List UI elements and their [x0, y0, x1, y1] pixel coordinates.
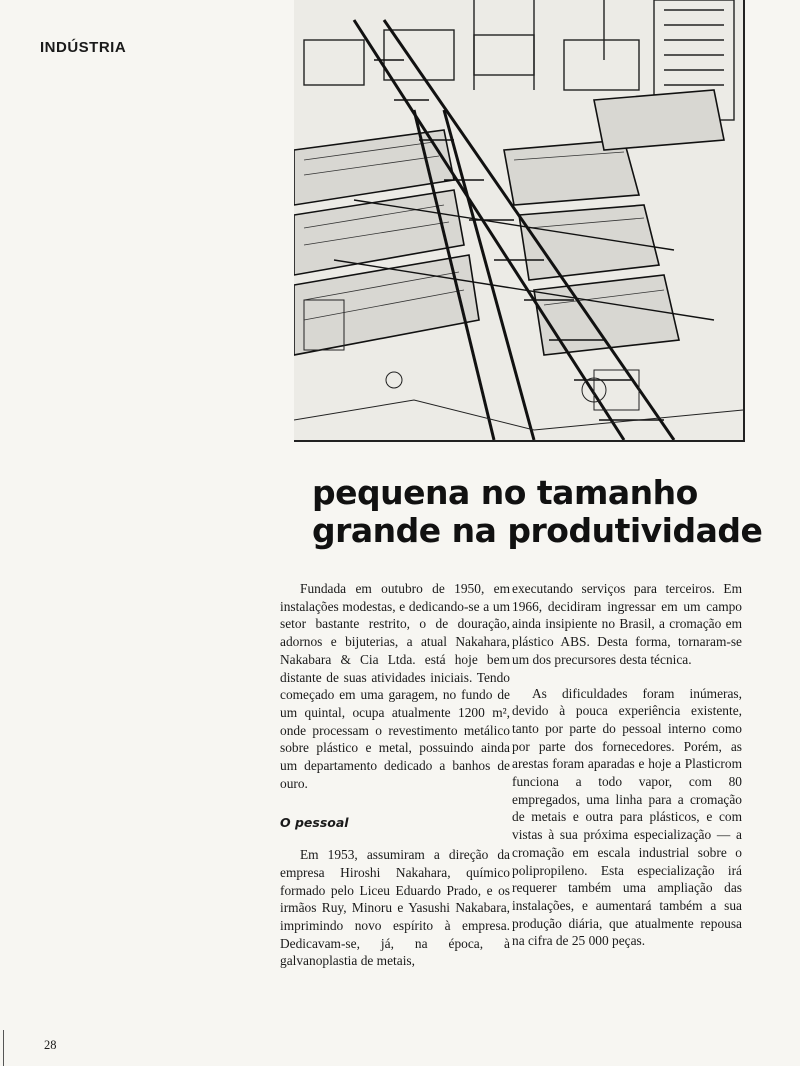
paragraph-difficulties: As dificuldades foram inúmeras, devido à pouca experiência existente, tanto por parte do pessoal interno como por parte dos fornecedores. Porém, as arestas foram aparadas e hoje a Plasticrom funciona a todo vapor, com 80 empregados, uma linha para a cromação de metais e outra para plásticos, e com vistas à sua próxima especialização — a cromação em escala industrial sobre o polipropileno. Esta especialização irá requerer também uma ampliação das instalações, e aumentará também a sua produção diária, que atualmente repousa na cifra de 25 000 peças.	[512, 685, 742, 949]
article-column-left	[280, 580, 510, 970]
page-number: 28	[44, 1038, 57, 1052]
paragraph-founding: Fundada em outubro de 1950, em instalações modestas, e dedicando-se a um setor bastante restrito, o de douração, adornos e bijuterias, a atual Nakahara, Nakabara & Cia Ltda. está hoje bem distante de suas atividades iniciais. Tendo começado em uma garagem, no fundo de um quintal, ocupa atualmente 1200 m², onde processam o revestimento metálico sobre plástico e metal, possuindo ainda um departamento dedicado a banhos de ouro.	[280, 581, 510, 791]
headline-line-2: grande na produtividade	[312, 511, 763, 550]
section-label: INDÚSTRIA	[40, 39, 127, 56]
factory-photo	[294, 0, 745, 442]
paragraph-abs-chroming: executando serviços para terceiros. Em 1966, decidiram ingressar em um campo ainda insipiente no Brasil, a cromação em plástico ABS. Desta forma, tornaram-se um dos precursores desta técnica.	[512, 581, 742, 667]
headline-line-1: pequena no tamanho	[312, 473, 698, 512]
subheading-pessoal: O pessoal	[280, 815, 349, 831]
factory-plating-line-illustration	[294, 0, 743, 440]
article-column-right	[512, 580, 742, 950]
scan-edge-line	[3, 1030, 4, 1066]
article-headline	[312, 474, 772, 550]
paragraph-management: Em 1953, assumiram a direção da empresa Hiroshi Nakahara, químico formado pelo Liceu Eduardo Prado, e os irmãos Ruy, Minoru e Yasushi Nakabara, imprimindo novo espírito à empresa. Dedicavam-se, já, na época, à galvanoplastia de metais,	[280, 847, 510, 969]
